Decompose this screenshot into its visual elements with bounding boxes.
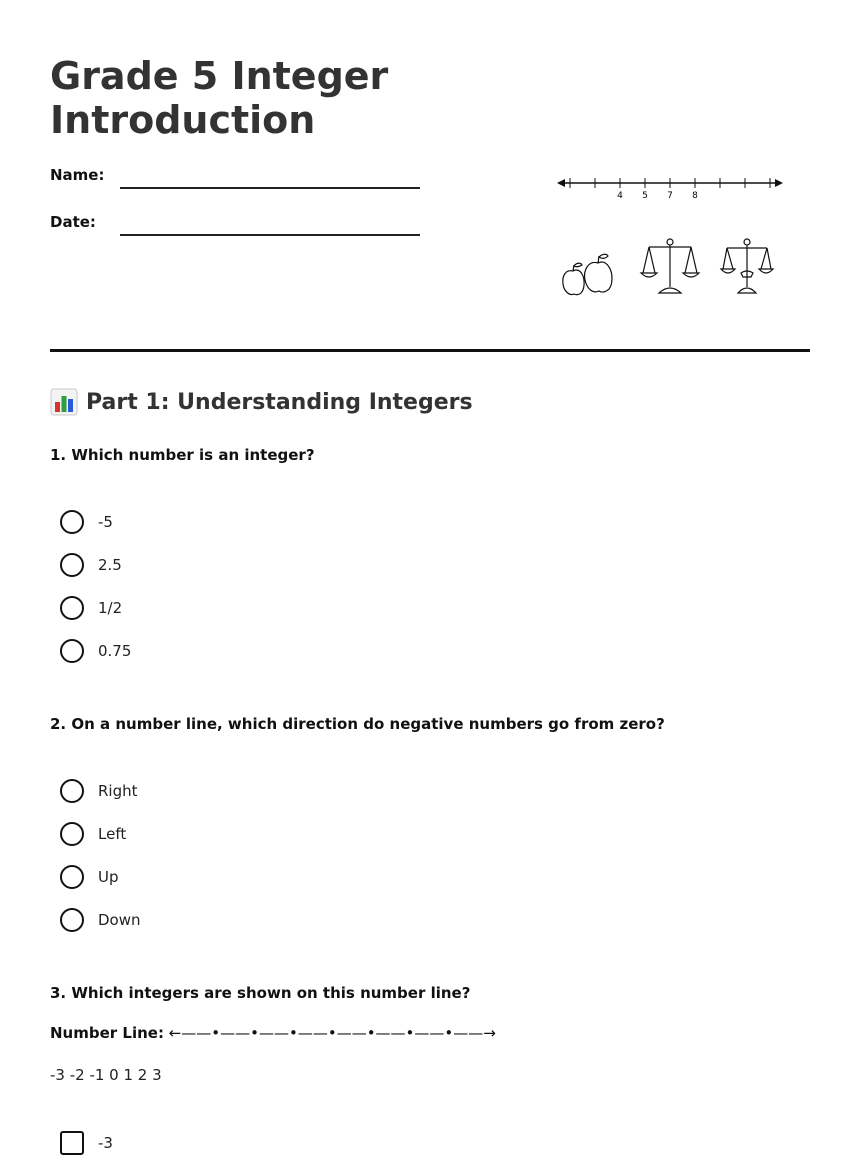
option-label: Up [98,868,119,886]
option-label: Left [98,825,127,843]
number-line-tick-label: 8 [692,191,698,201]
question-1-option[interactable] [60,595,122,621]
question-1-option[interactable] [60,552,122,578]
question-1-prompt: 1. Which number is an integer? [50,446,315,464]
question-1-option[interactable] [60,638,131,664]
question-2-prompt: 2. On a number line, which direction do negative numbers go from zero? [50,715,665,733]
question-2-option[interactable] [60,778,138,804]
name-field[interactable] [120,187,420,189]
question-2-option[interactable] [60,821,126,847]
number-line-text [50,1024,496,1042]
option-label: 0.75 [98,642,132,660]
balance-scale-icon [721,239,773,293]
option-label: -3 [98,1134,113,1152]
radio-button[interactable] [60,865,84,889]
radio-button[interactable] [60,510,84,534]
question-3-option[interactable] [60,1130,113,1156]
header-illustration [555,165,790,305]
number-line-values: -3 -2 -1 0 1 2 3 [50,1066,162,1084]
number-line-tick-label: 4 [617,191,623,201]
number-line-graphic [557,178,783,201]
part1-heading [50,388,473,416]
option-label: -5 [98,513,113,531]
radio-button[interactable] [60,639,84,663]
checkbox[interactable] [60,1131,84,1155]
section-divider [50,349,810,352]
option-label: 2.5 [98,556,122,574]
option-label: Down [98,911,141,929]
radio-button[interactable] [60,779,84,803]
number-line-tick-label: 7 [667,191,673,201]
part1-heading-text: Part 1: Understanding Integers [86,389,473,415]
radio-button[interactable] [60,596,84,620]
option-label: 1/2 [98,599,123,617]
page-title: Grade 5 Integer Introduction [50,54,389,142]
balance-scale-icon [641,239,699,293]
radio-button[interactable] [60,553,84,577]
bar-chart-icon [50,388,78,416]
option-label: Right [98,782,138,800]
name-label: Name: [50,166,105,184]
date-label: Date: [50,213,96,231]
question-1-option[interactable] [60,509,113,535]
number-line-tick-label: 5 [642,191,648,201]
header-graphic-svg [555,165,790,305]
apples-icon [563,254,612,294]
radio-button[interactable] [60,822,84,846]
question-3-prompt: 3. Which integers are shown on this number line? [50,984,471,1002]
question-2-option[interactable] [60,864,119,890]
date-field[interactable] [120,234,420,236]
question-2-option[interactable] [60,907,141,933]
radio-button[interactable] [60,908,84,932]
number-line-arrow: ←——•——•——•——•——•——•——•——→ [168,1024,496,1042]
number-line-label: Number Line: [50,1024,164,1042]
